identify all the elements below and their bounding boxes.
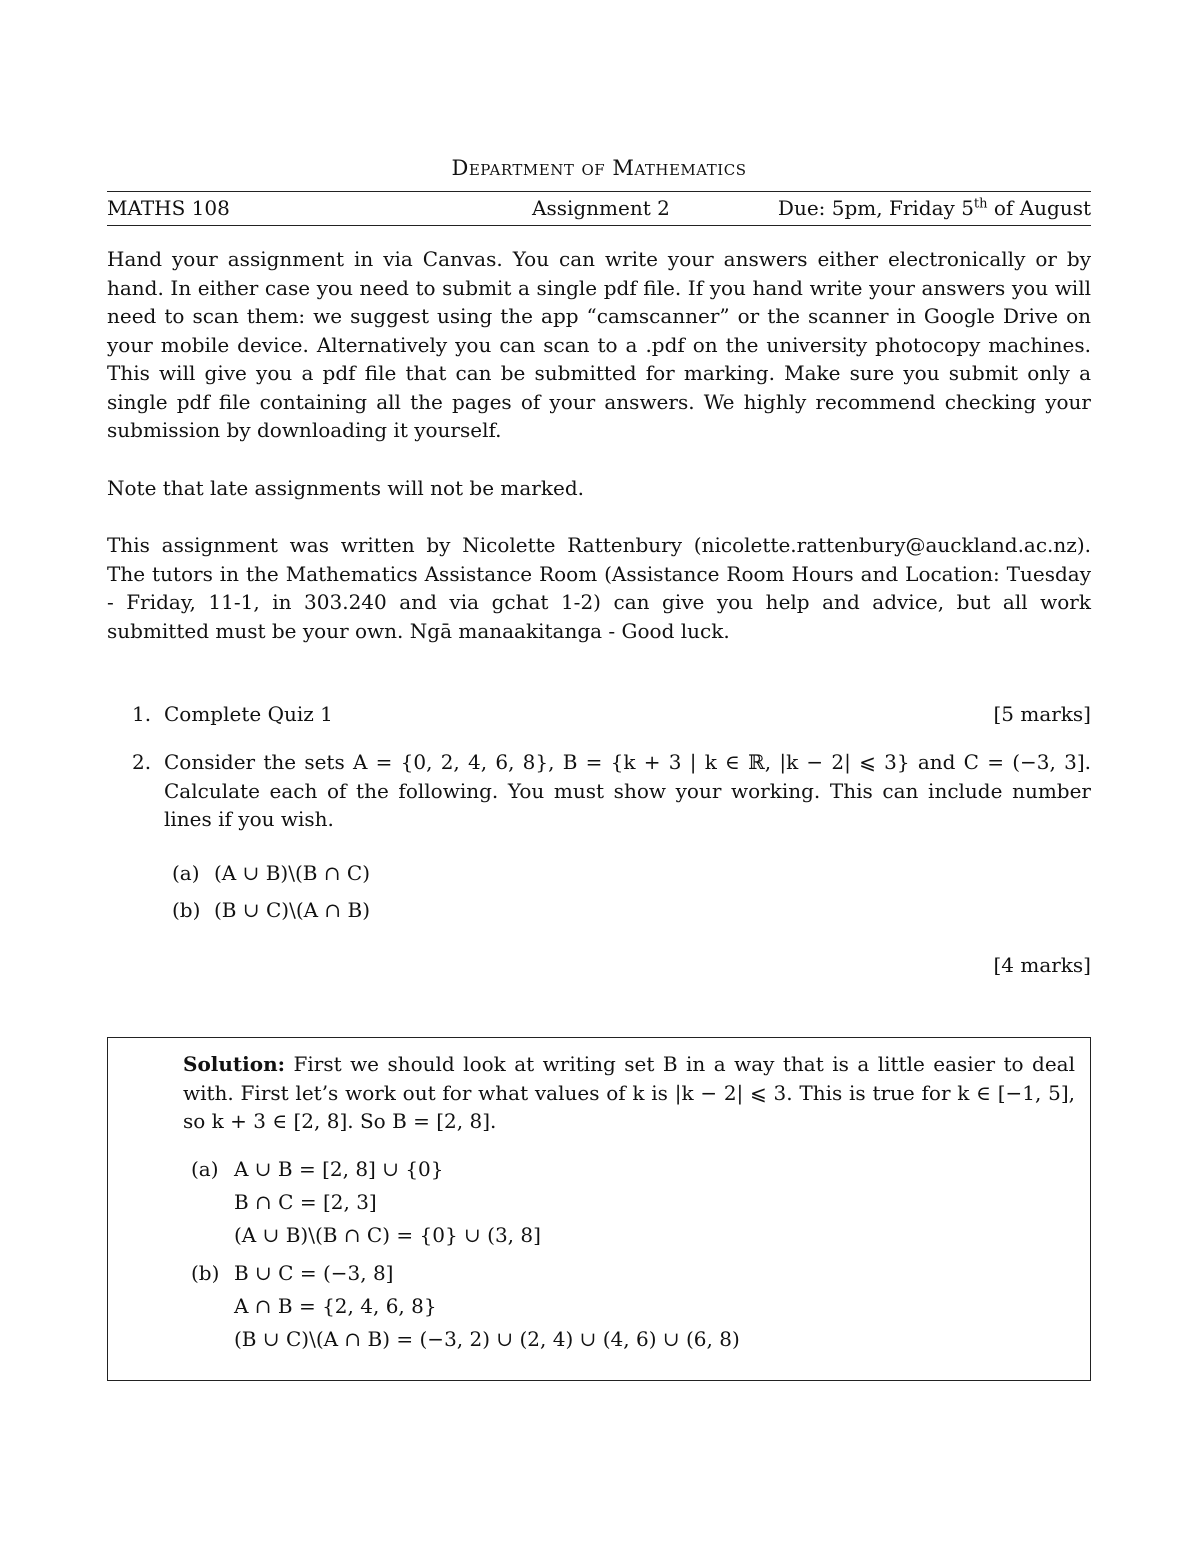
part-expression: (B ∪ C)\(A ∩ B): [214, 898, 371, 922]
due-date: Due: 5pm, Friday 5th of August: [777, 196, 1091, 220]
assignment-title: Assignment 2: [532, 196, 670, 220]
question-2: [107, 748, 1091, 838]
question-text: Complete Quiz 1: [164, 702, 333, 726]
intro-paragraph-late: Note that late assignments will not be marked.: [107, 476, 584, 500]
intro-paragraph-author: This assignment was written by Nicolette Rattenbury (nicolette.rattenbury@auckland.ac.nz). The tutors in the Mathematics Assistance Room (Assistance Room Hours and Location: Tuesday - Friday, 11-1, in 303.240 and via gchat 1-2) can give you help and advice, but all work submitted must be your own. Ngā manaakitanga - Good luck.: [107, 533, 1091, 643]
question-2-marks-row: [107, 951, 1091, 981]
question-2-part-b: [107, 896, 1091, 924]
solution-intro: [183, 1050, 1075, 1136]
header-row: [107, 196, 1091, 224]
department-title: Department of Mathematics: [451, 156, 747, 180]
solution-line: B ∪ C = (−3, 8]: [234, 1261, 394, 1285]
part-label: (b): [172, 898, 201, 922]
question-1: [107, 700, 1091, 730]
intro-paragraph-instructions: Hand your assignment in via Canvas. You can write your answers either electronically or by hand. In either case you need to submit a single pdf file. If you hand write your answers you will need to scan them: we suggest using the app “camscanner” or the scanner in Google Drive on your mobile device. Alternatively you can scan to a .pdf on the university photocopy machines. This will give you a pdf file that can be submitted for marking. Make sure you submit only a single pdf file containing all the pages of your answers. We highly recommend checking your submission by downloading it yourself.: [107, 247, 1091, 442]
question-text: Consider the sets A = {0, 2, 4, 6, 8}, B = {k + 3 | k ∈ ℝ, |k − 2| ⩽ 3} and C = (−3, 3]. Calculate each of the following. You must show your working. This can include number lines if you wish.: [164, 750, 1091, 831]
part-label: (a): [172, 861, 200, 885]
solution-part-a-label: (a): [191, 1157, 219, 1181]
solution-line: (A ∪ B)\(B ∩ C) = {0} ∪ (3, 8]: [234, 1223, 541, 1247]
solution-part-b-label: (b): [191, 1261, 220, 1285]
solution-box: [107, 1037, 1091, 1381]
question-marks: [4 marks]: [993, 953, 1091, 977]
header-bottom-rule: [107, 225, 1091, 226]
solution-line: A ∪ B = [2, 8] ∪ {0}: [234, 1157, 444, 1181]
solution-text: First we should look at writing set B in a way that is a little easier to deal with. First let’s work out for what values of k is |k − 2| ⩽ 3. This is true for k ∈ [−1, 5], so k + 3 ∈ [2, 8]. So B = [2, 8].: [183, 1052, 1075, 1133]
question-number: 2.: [132, 750, 152, 774]
solution-heading: Solution:: [183, 1052, 286, 1076]
part-expression: (A ∪ B)\(B ∩ C): [214, 861, 371, 885]
question-number: 1.: [132, 702, 152, 726]
solution-line: B ∩ C = [2, 3]: [234, 1190, 377, 1214]
question-marks: [5 marks]: [993, 702, 1091, 726]
question-2-part-a: [107, 859, 1091, 887]
course-code: MATHS 108: [107, 196, 230, 220]
solution-line: (B ∪ C)\(A ∩ B) = (−3, 2) ∪ (2, 4) ∪ (4, 6) ∪ (6, 8): [234, 1327, 740, 1351]
header-top-rule: [107, 191, 1091, 192]
solution-line: A ∩ B = {2, 4, 6, 8}: [234, 1294, 437, 1318]
